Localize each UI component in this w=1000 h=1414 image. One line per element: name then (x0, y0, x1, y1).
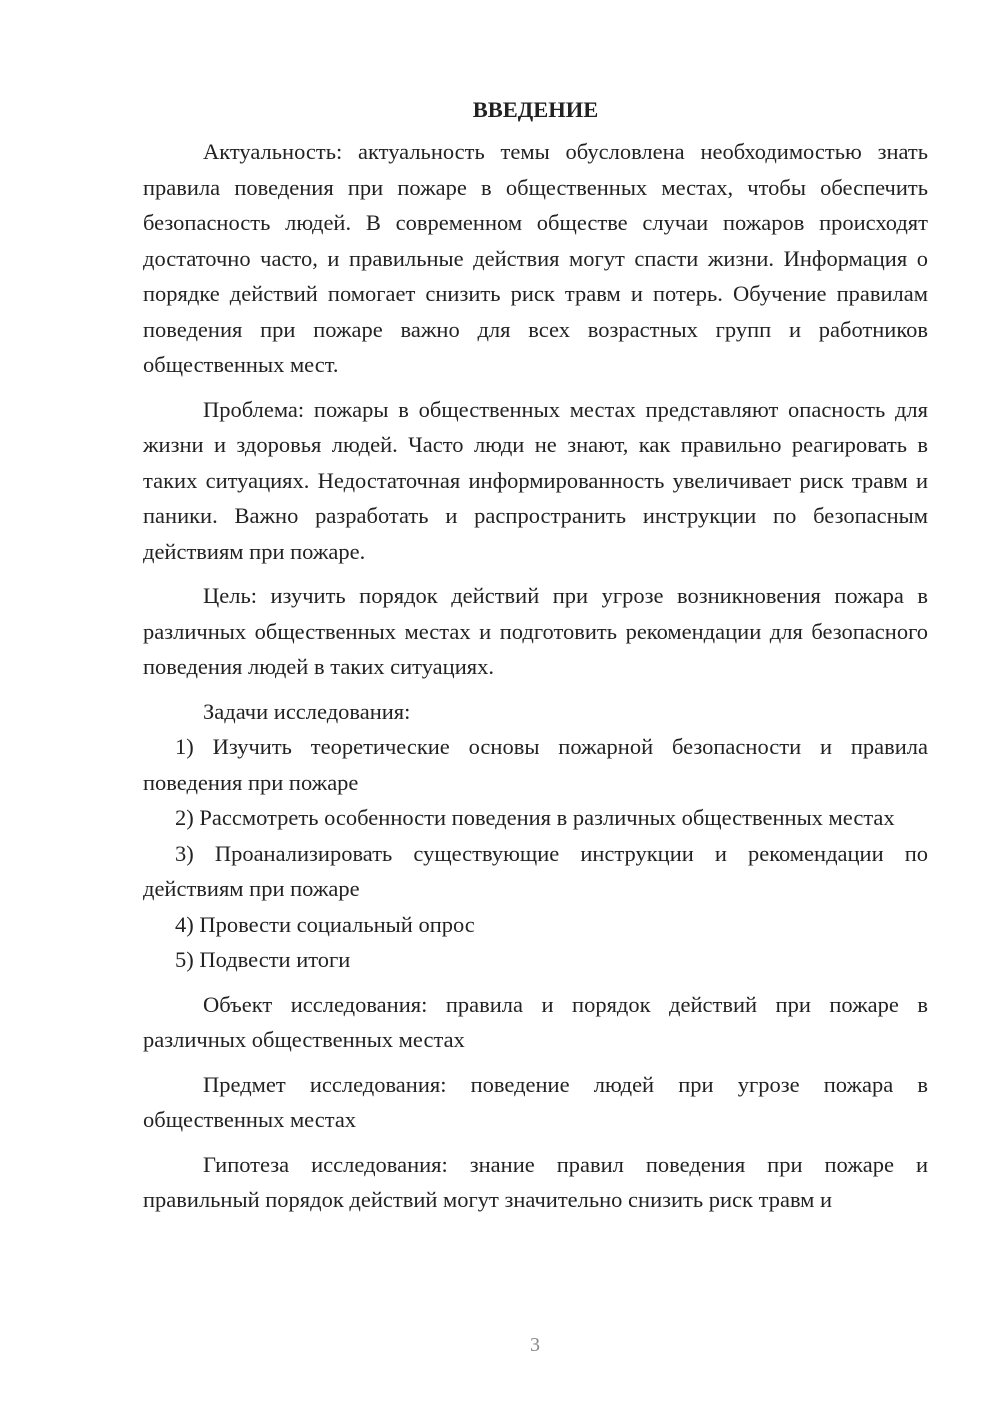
task-item-3: 3) Проанализировать существующие инструкции и рекомендации по действиям при пожаре (143, 840, 928, 901)
page-number: 3 (530, 1334, 540, 1356)
task-item-1: 1) Изучить теоретические основы пожарной безопасности и правила поведения при пожаре (143, 734, 928, 795)
page-title: ВВЕДЕНИЕ (472, 97, 599, 122)
paragraph-subject: Предмет исследования: поведение людей при угрозе пожара в общественных местах (143, 1071, 928, 1132)
paragraph-problem: Проблема: пожары в общественных местах представляют опасность для жизни и здоровья людей. Часто люди не знают, как правильно реагировать в таких ситуациях. Недостаточная информированность увеличивает риск травм и паники. Важно разработать и распространить инструкции по безопасным действиям при пожаре. (143, 396, 928, 564)
paragraph-hypothesis: Гипотеза исследования: знание правил поведения при пожаре и правильный порядок действий могут значительно снизить риск травм и (143, 1151, 928, 1212)
paragraph-relevance: Актуальность: актуальность темы обусловлена необходимостью знать правила поведения при пожаре в общественных местах, чтобы обеспечить безопасность людей. В современном обществе случаи пожаров происходят достаточно часто, и правильные действия могут спасти жизни. Информация о порядке действий помогает снизить риск травм и потерь. Обучение правилам поведения при пожаре важно для всех возрастных групп и работников общественных мест. (143, 139, 928, 377)
task-item-4: 4) Провести социальный опрос (175, 911, 475, 937)
tasks-heading: Задачи исследования: (203, 698, 411, 724)
paragraph-goal: Цель: изучить порядок действий при угрозе возникновения пожара в различных общественных местах и подготовить рекомендации для безопасного поведения людей в таких ситуациях. (143, 583, 928, 679)
paragraph-object: Объект исследования: правила и порядок действий при пожаре в различных общественных местах (143, 991, 928, 1052)
task-item-2: 2) Рассмотреть особенности поведения в различных общественных местах (175, 805, 895, 830)
task-item-5: 5) Подвести итоги (175, 947, 351, 972)
page-content (143, 96, 928, 1218)
